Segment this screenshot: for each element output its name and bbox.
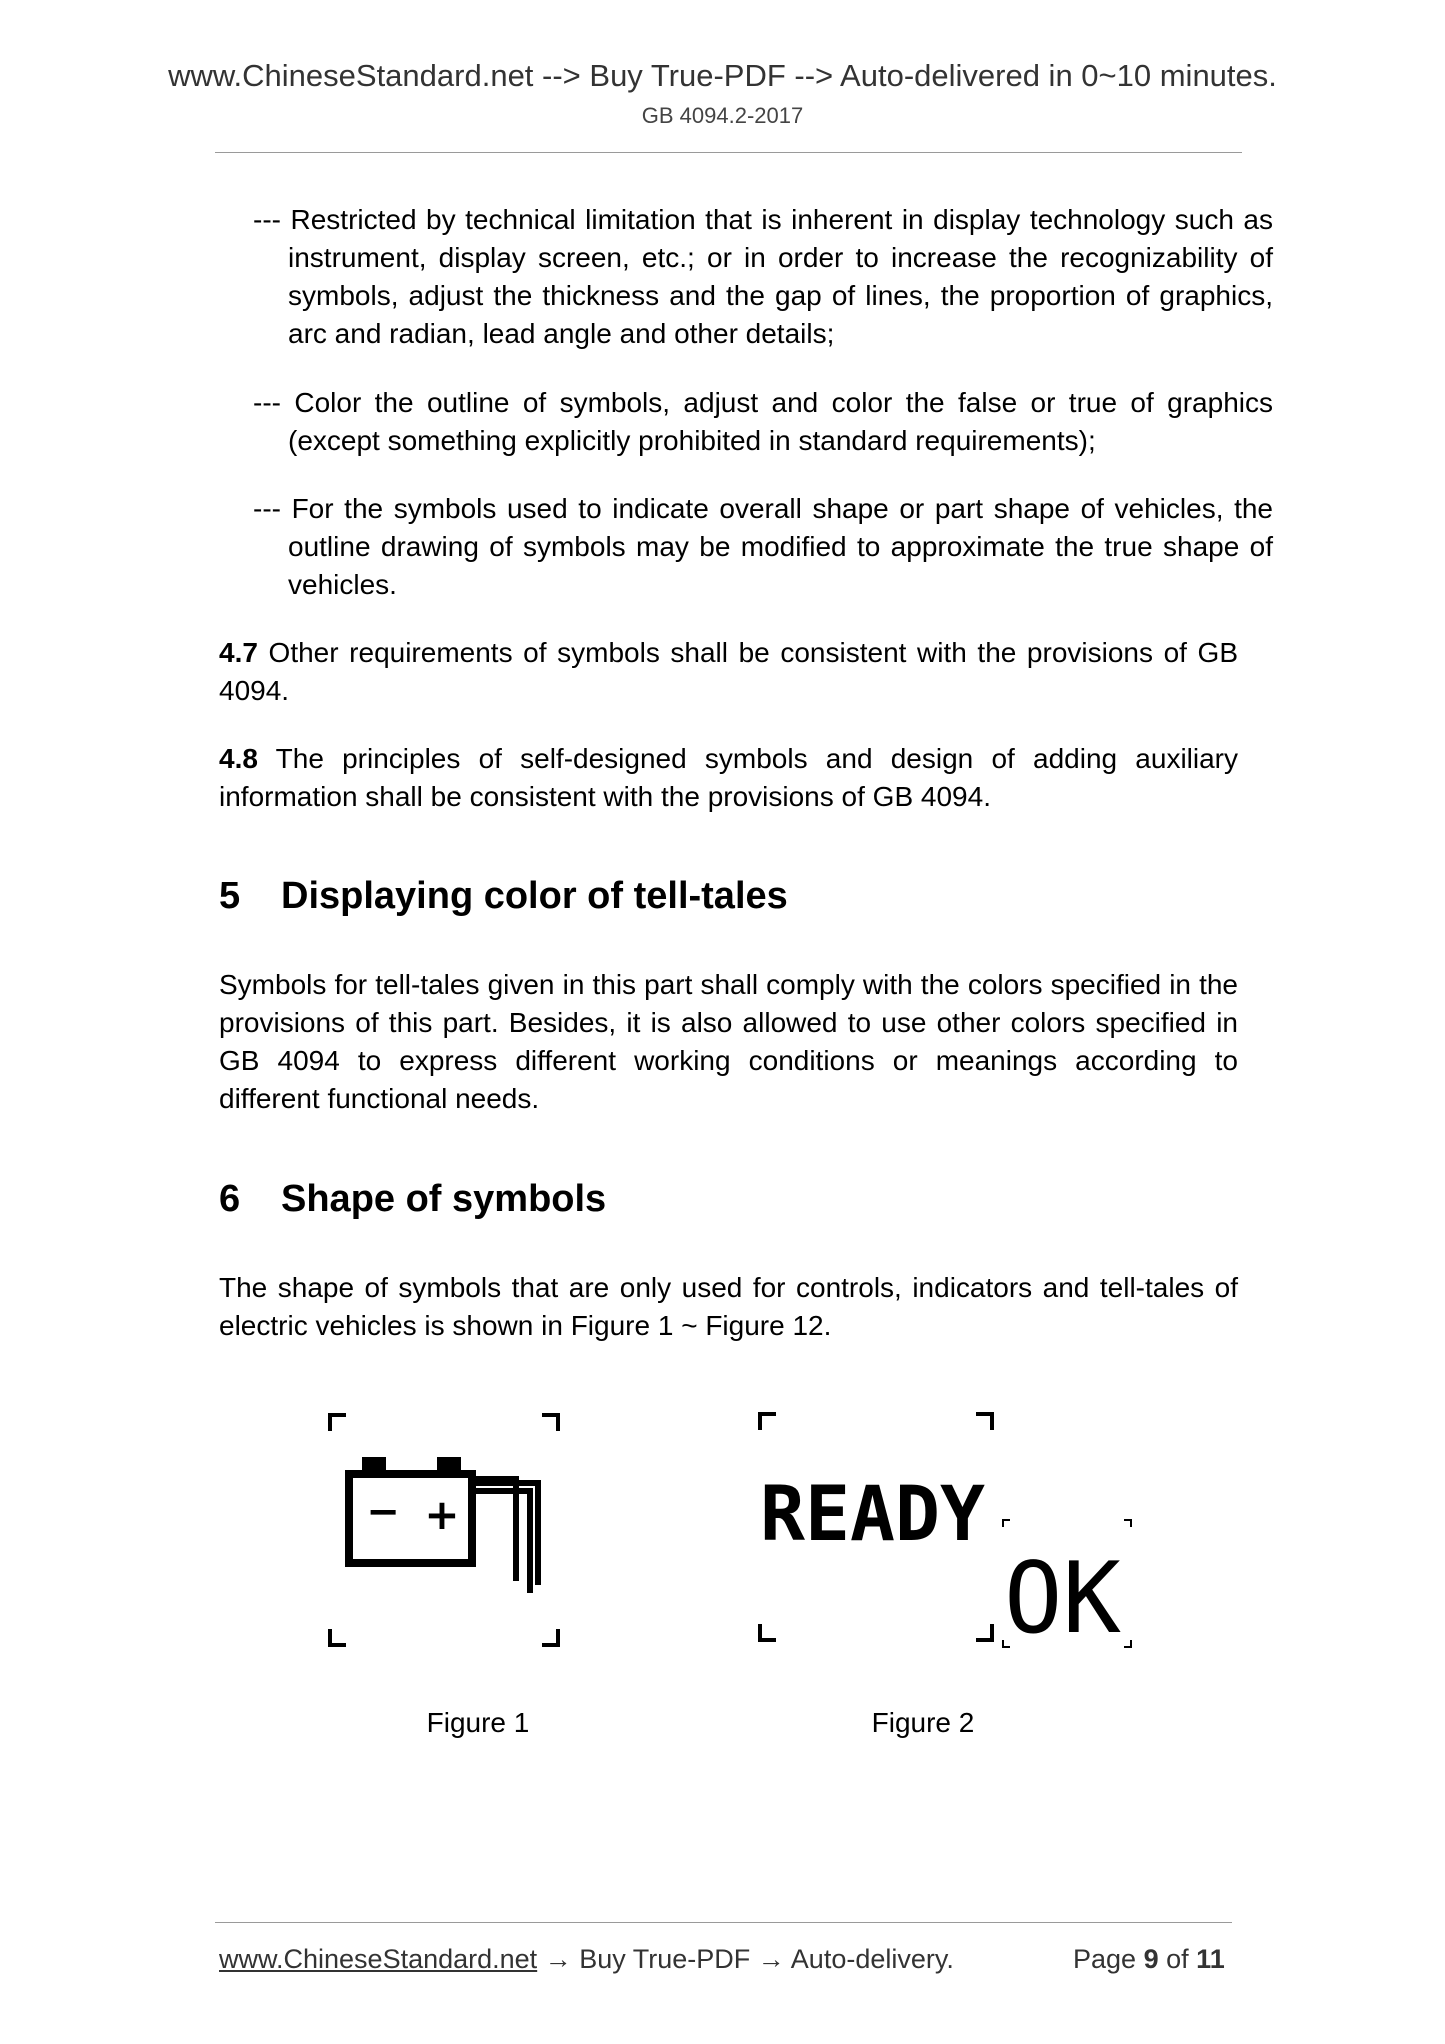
page-prefix: Page — [1073, 1944, 1137, 1974]
header-banner: www.ChineseStandard.net --> Buy True-PDF --> Auto-delivered in 0~10 minutes. — [168, 58, 1277, 93]
arrow-icon: → — [757, 1944, 785, 1974]
section-5-text: Symbols for tell-tales given in this part shall comply with the colors specified in the provisions of this part. Besides, it is also allowed to use other colors specified in GB 4094 to express different working conditions or meanings according to different functional needs. — [219, 969, 1238, 1114]
section-title: Displaying color of tell-tales — [281, 875, 788, 917]
footer-links — [219, 1944, 954, 1975]
footer-site-link[interactable]: www.ChineseStandard.net — [219, 1944, 538, 1974]
footer-delivery: Auto-delivery. — [790, 1944, 954, 1974]
clause-4-7 — [219, 634, 1238, 710]
section-5-heading — [219, 875, 788, 918]
page-current: 9 — [1143, 1944, 1159, 1974]
clause-4-8 — [219, 740, 1238, 816]
section-6-heading — [219, 1178, 606, 1221]
section-title: Shape of symbols — [281, 1178, 607, 1220]
footer-buy: Buy True-PDF — [579, 1944, 751, 1974]
battery-icon — [349, 1457, 538, 1593]
list-item: --- Restricted by technical limitation that is inherent in display technology such as instrument, display screen, etc.; or in order to increase the recognizability of symbols, adjust the thickness and the gap of lines, the proportion of graphics, arc and radian, lead angle and other details; — [253, 204, 1273, 349]
page-total: 11 — [1196, 1944, 1225, 1974]
list-item: --- For the symbols used to indicate overall shape or part shape of vehicles, the outline drawing of symbols may be modified to approximate the true shape of vehicles. — [253, 493, 1273, 600]
footer-divider — [215, 1922, 1232, 1923]
clause-text: The principles of self-designed symbols and design of adding auxiliary information shall be consistent with the provisions of GB 4094. — [219, 743, 1238, 812]
clause-number: 4.7 — [219, 637, 258, 668]
list-item: --- Color the outline of symbols, adjust and color the false or true of graphics (except something explicitly prohibited in standard requirements); — [253, 387, 1273, 456]
arrow-icon: → — [544, 1944, 572, 1974]
ok-label: OK — [1004, 1542, 1121, 1656]
battery-plus: + — [424, 1490, 460, 1539]
section-6-text: The shape of symbols that are only used for controls, indicators and tell-tales of electric vehicles is shown in Figure 1 ~ Figure 12. — [219, 1272, 1238, 1341]
figure-2-caption: Figure 2 — [871, 1707, 975, 1738]
figure-1-caption: Figure 1 — [426, 1707, 530, 1738]
clause-text: Other requirements of symbols shall be consistent with the provisions of GB 4094. — [219, 637, 1238, 706]
header-divider — [215, 152, 1242, 153]
page-of: of — [1166, 1944, 1189, 1974]
clause-number: 4.8 — [219, 743, 258, 774]
standard-id: GB 4094.2-2017 — [641, 103, 804, 128]
battery-minus: − — [366, 1489, 400, 1535]
section-number: 6 — [219, 1178, 241, 1220]
section-number: 5 — [219, 875, 241, 917]
figure-1-symbol — [320, 1405, 570, 1655]
ready-label: READY — [760, 1469, 986, 1558]
figure-2-symbol — [750, 1400, 1140, 1660]
page-number — [1073, 1944, 1225, 1975]
